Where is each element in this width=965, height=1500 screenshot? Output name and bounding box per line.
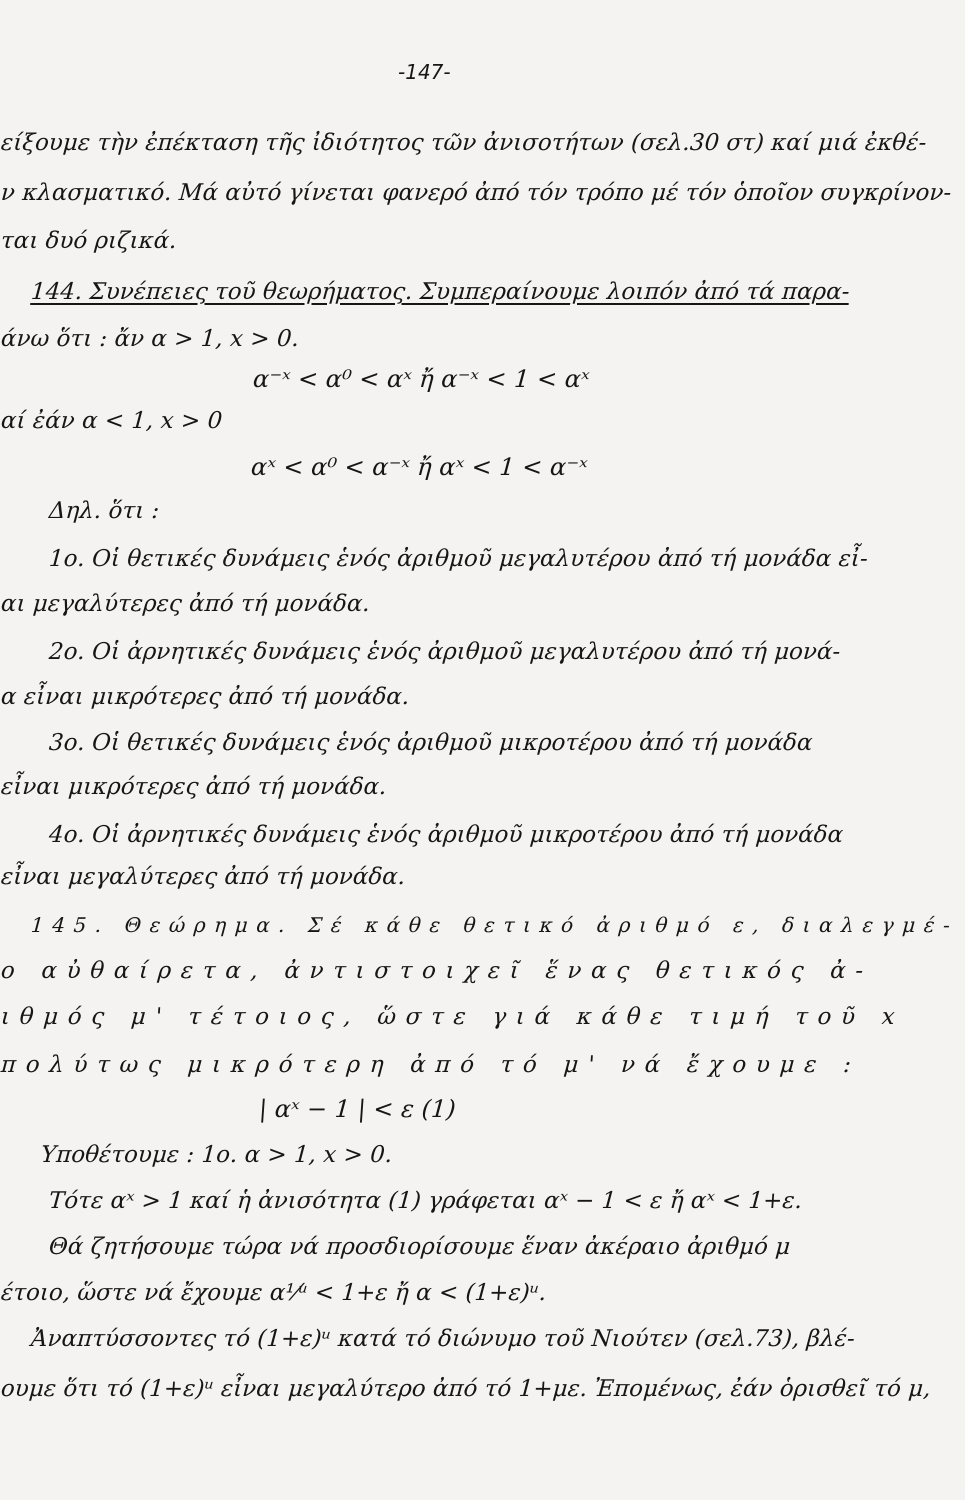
text-line: Τότε αˣ > 1 καί ἡ ἀνισότητα (1) γράφεται αˣ − 1 < ε ἤ αˣ < 1+ε. <box>48 1188 803 1214</box>
text-line: ιθμός μ' τέτοιος, ὥστε γιά κάθε τιμή τοῦ x <box>0 1004 906 1030</box>
inequality-line: α⁻ˣ < α⁰ < αˣ ἤ α⁻ˣ < 1 < αˣ <box>252 365 591 393</box>
text-line: αι μεγαλύτερες ἀπό τή μονάδα. <box>0 591 371 617</box>
inequality-1: | αˣ − 1 | < ε (1) <box>258 1095 457 1123</box>
text-line: ο αὐθαίρετα, ἀντιστοιχεῖ ἕνας θετικός ἀ- <box>0 958 874 984</box>
text-line: εἶναι μεγαλύτερες ἀπό τή μονάδα. <box>0 864 407 890</box>
text-line: εἶναι μικρότερες ἀπό τή μονάδα. <box>0 774 388 800</box>
list-item-1: 1ο. Οἱ θετικές δυνάμεις ἑνός ἀριθμοῦ μεγαλυτέρου ἀπό τή μονάδα εἶ- <box>48 546 869 572</box>
list-item-3: 3ο. Οἱ θετικές δυνάμεις ἑνός ἀριθμοῦ μικροτέρου ἀπό τή μονάδα <box>48 730 814 756</box>
text-line: ν κλασματικό. Μά αὐτό γίνεται φανερό ἀπό τόν τρόπο μέ τόν ὁποῖον συγκρίνον- <box>0 180 953 206</box>
list-item-2: 2ο. Οἱ ἀρνητικές δυνάμεις ἑνός ἀριθμοῦ μεγαλυτέρου ἀπό τή μονά- <box>48 639 842 665</box>
text-line: Θά ζητήσουμε τώρα νά προσδιορίσουμε ἕναν ἀκέραιο ἀριθμό μ <box>48 1234 792 1260</box>
text-line: είξουμε τὴν ἐπέκταση τῆς ἰδιότητος τῶν ἀνισοτήτων (σελ.30 στ) καί μιά ἐκθέ- <box>0 130 928 156</box>
section-heading-144: 144. Συνέπειες τοῦ θεωρήματος. Συμπεραίνουμε λοιπόν ἀπό τά παρα- <box>30 279 851 305</box>
text-line: ται δυό ριζικά. <box>0 228 178 254</box>
inequality-line: αˣ < α⁰ < α⁻ˣ ἤ αˣ < 1 < α⁻ˣ <box>250 453 589 481</box>
text-line: Ἀναπτύσσοντες τό (1+ε)ᵘ κατά τό διώνυμο τοῦ Νιούτεν (σελ.73), βλέ- <box>30 1326 856 1352</box>
text-line: αί ἐάν α < 1, x > 0 <box>0 408 224 434</box>
page-number: -147- <box>398 60 451 84</box>
text-line: Δηλ. ὅτι : <box>48 498 161 524</box>
text-line: έτοιο, ὥστε νά ἔχουμε α¹⁄ᵘ < 1+ε ἤ α < (1+ε)ᵘ. <box>0 1280 548 1306</box>
text-line: α εἶναι μικρότερες ἀπό τή μονάδα. <box>0 684 411 710</box>
list-item-4: 4ο. Οἱ ἀρνητικές δυνάμεις ἑνός ἀριθμοῦ μικροτέρου ἀπό τή μονάδα <box>48 822 845 848</box>
text-line: ουμε ὅτι τό (1+ε)ᵘ εἶναι μεγαλύτερο ἀπό τό 1+με. Ἐπομένως, ἐάν ὁρισθεῖ τό μ, <box>0 1376 932 1402</box>
text-line: άνω ὅτι : ἄν α > 1, x > 0. <box>0 326 300 352</box>
theorem-145: 145. Θεώρημα. Σέ κάθε θετικό ἀριθμό ε, διαλεγμέ- <box>30 913 960 937</box>
text-line: πολύτως μικρότερη ἀπό τό μ' νά ἔχουμε : <box>0 1052 862 1078</box>
text-line: Υποθέτουμε : 1ο. α > 1, x > 0. <box>40 1142 394 1168</box>
